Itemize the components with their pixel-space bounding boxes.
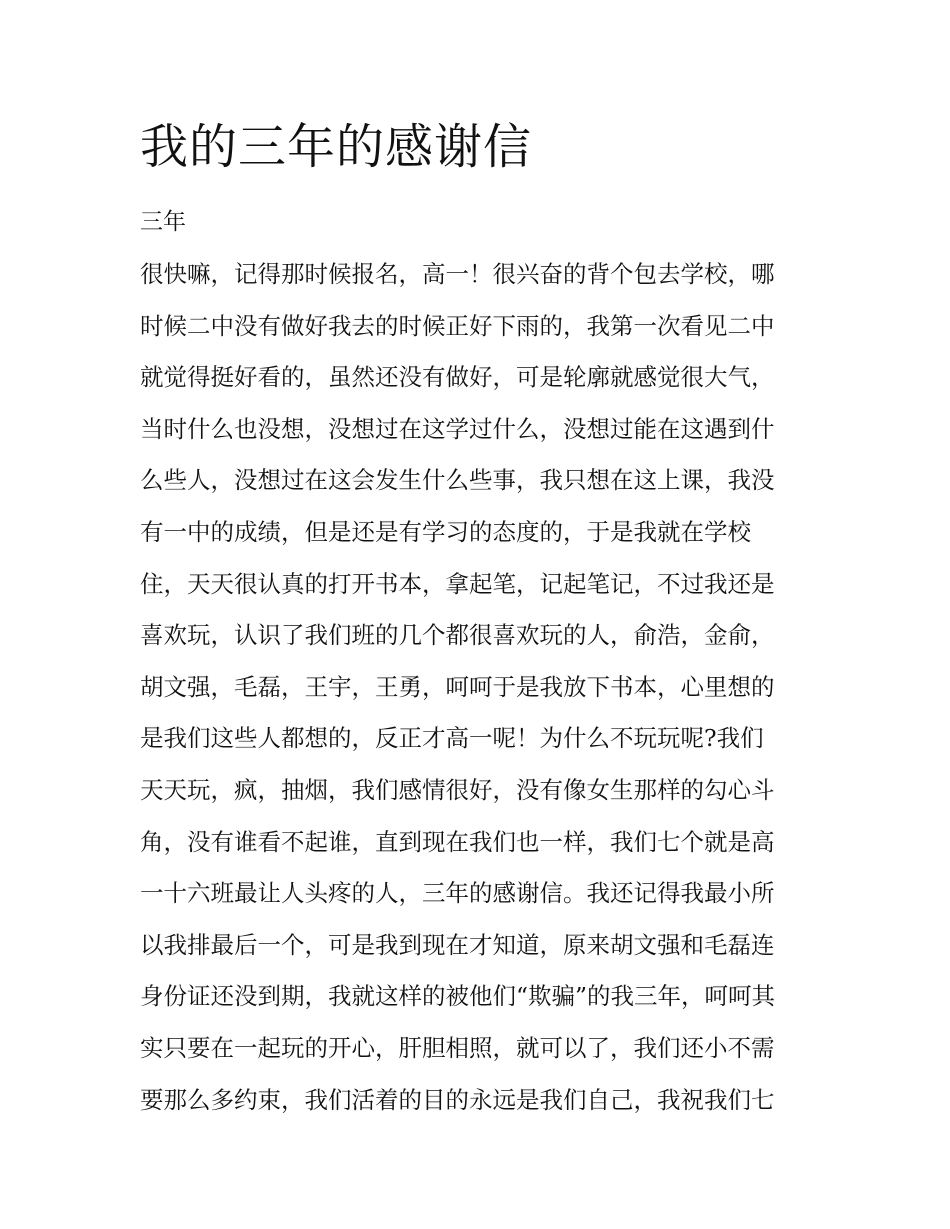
body-line: 角，没有谁看不起谁，直到现在我们也一样，我们七个就是高 (140, 827, 775, 856)
body-line: 有一中的成绩，但是还是有学习的态度的，于是我就在学校 (140, 517, 751, 546)
body-line: 以我排最后一个，可是我到现在才知道，原来胡文强和毛磊连 (140, 930, 775, 959)
body-line: 么些人，没想过在这会发生什么些事，我只想在这上课，我没 (140, 466, 775, 495)
document-subtitle: 三年 (140, 209, 186, 235)
body-line: 时候二中没有做好我去的时候正好下雨的，我第一次看见二中 (140, 311, 775, 340)
body-line: 一十六班最让人头疼的人，三年的感谢信。我还记得我最小所 (140, 879, 775, 908)
body-line: 就觉得挺好看的，虽然还没有做好，可是轮廓就感觉很大气， (140, 363, 775, 392)
body-line: 实只要在一起玩的开心，肝胆相照，就可以了，我们还小不需 (140, 1033, 775, 1062)
body-line: 喜欢玩，认识了我们班的几个都很喜欢玩的人，俞浩，金俞， (140, 621, 775, 650)
body-line: 胡文强，毛磊，王宇，王勇，呵呵于是我放下书本，心里想的 (140, 672, 775, 701)
body-line: 当时什么也没想，没想过在这学过什么，没想过能在这遇到什 (140, 414, 775, 443)
body-line: 很快嘛，记得那时候报名，高一！很兴奋的背个包去学校，哪 (140, 260, 775, 288)
body-line: 要那么多约束，我们活着的目的永远是我们自己，我祝我们七 (140, 1085, 775, 1114)
document-title: 我的三年的感谢信 (140, 119, 533, 175)
document-body (140, 256, 820, 1133)
body-line: 是我们这些人都想的，反正才高一呢！为什么不玩玩呢?我们 (140, 724, 764, 753)
body-line: 身份证还没到期，我就这样的被他们“欺骗”的我三年，呵呵其 (140, 982, 776, 1011)
body-line: 天天玩，疯，抽烟，我们感情很好，没有像女生那样的勾心斗 (140, 775, 775, 804)
body-line: 住，天天很认真的打开书本，拿起笔，记起笔记，不过我还是 (140, 569, 775, 598)
